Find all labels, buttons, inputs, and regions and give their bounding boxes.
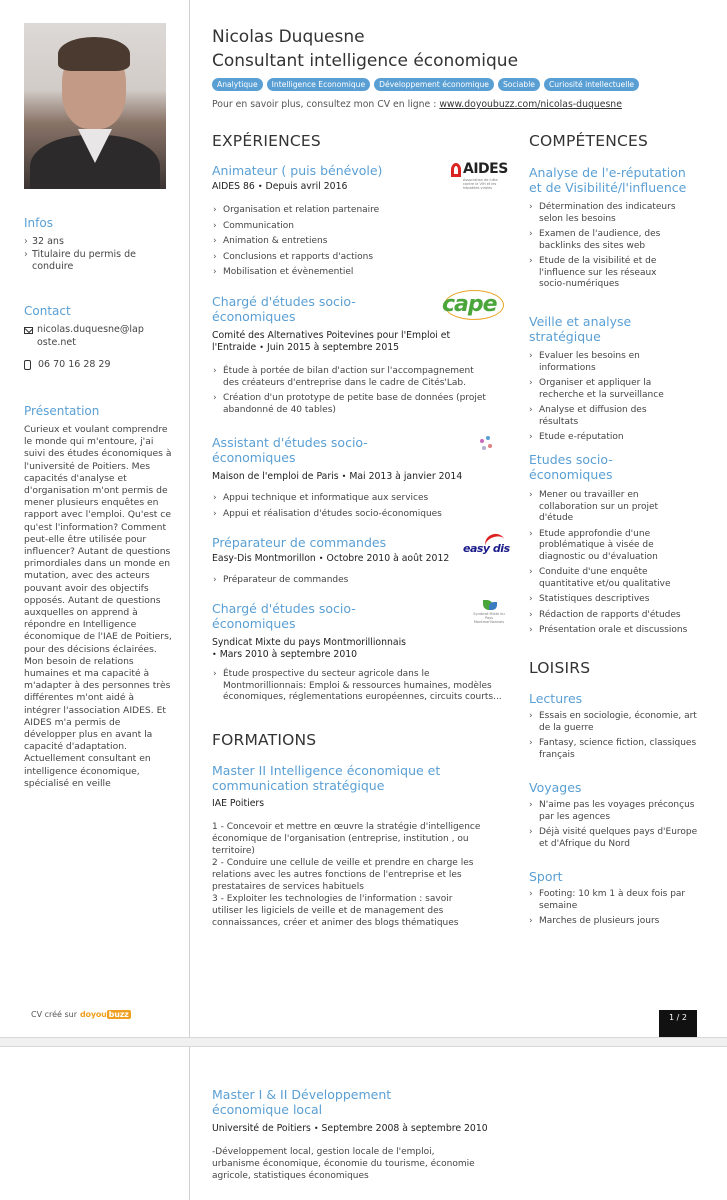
online-cv-link[interactable]: www.doyoubuzz.com/nicolas-duquesne — [439, 99, 622, 110]
cv-page-2 — [0, 1046, 727, 1200]
loisir-list: › Footing: 10 km 1 à deux fois par semaine › Marches de plusieurs jours — [529, 889, 699, 932]
competence-title: Veille et analyse stratégique — [529, 314, 632, 344]
loisirs-heading: LOISIRS — [529, 659, 591, 677]
job-meta: AIDES 86 • Depuis avril 2016 — [212, 181, 348, 192]
phone-icon — [24, 360, 31, 370]
competence-list: › Mener ou travailler en collaboration sur un projet d'étude › Etude approfondie d'une problématique à visée de diagnostic ou d'évaluation › Conduite d'une enquête quantitative et/ou qualitative › Statistiques descriptives › Rédaction de rapports d'études › Présentation orale et discussions — [529, 490, 689, 641]
tag: Développement économique — [374, 78, 494, 91]
info-age: › 32 ans — [24, 236, 174, 249]
infos-list — [24, 236, 174, 274]
job-meta: Easy-Dis Montmorillon • Octobre 2010 à août 2012 — [212, 553, 450, 564]
job-bullets: › Étude prospective du secteur agricole dans le Montmorillionnais: Emploi & ressources humaines, modèles économiques, réglementations européennes, circuits courts... — [212, 669, 502, 708]
maison-emploi-logo — [478, 435, 494, 453]
loisir-list: › Essais en sociologie, économie, art de la guerre › Fantasy, science fiction, classiques français — [529, 711, 699, 765]
experiences-heading: EXPÉRIENCES — [212, 132, 321, 150]
formation-org: IAE Poitiers — [212, 798, 265, 809]
job-bullets: › Préparateur de commandes — [212, 575, 492, 591]
page-indicator: 1 / 2 — [659, 1010, 697, 1038]
column-divider — [189, 0, 190, 1037]
doyoubuzz-logo[interactable]: doyou buzz — [80, 1010, 129, 1019]
tag: Sociable — [498, 78, 540, 91]
job-meta: Maison de l'emploi de Paris • Mai 2013 à janvier 2014 — [212, 471, 463, 482]
online-cv-line: Pour en savoir plus, consultez mon CV en ligne : www.doyoubuzz.com/nicolas-duquesne — [212, 99, 622, 110]
tag: Intelligence Economique — [267, 78, 371, 91]
loisir-title: Lectures — [529, 691, 583, 706]
easydis-logo: easy dis — [463, 534, 511, 560]
job-bullets: › Étude à portée de bilan d'action sur l'accompagnement des créateurs d'entreprise dans le cadre de Cités'Lab. › Création d'un prototype de petite base de données (projet abandonné de 40 tables) — [212, 366, 492, 420]
job-title: Chargé d'études socio-économiques — [212, 601, 356, 631]
competence-list: › Evaluer les besoins en informations › Organiser et appliquer la recherche et la surveillance › Analyse et diffusion des résultats › Etude e-réputation — [529, 351, 669, 448]
info-license: › Titulaire du permis de conduire — [24, 249, 174, 274]
tag: Analytique — [212, 78, 263, 91]
page-gap — [0, 1038, 727, 1046]
competences-heading: COMPÉTENCES — [529, 132, 649, 150]
formations-heading: FORMATIONS — [212, 731, 317, 749]
contact-email-row — [24, 324, 144, 349]
infos-heading: Infos — [24, 216, 53, 230]
pays-montmorillonnais-logo: Syndicat Mixte du Pays Montmorillonnais — [472, 598, 506, 624]
job-bullets: › Organisation et relation partenaire › Communication › Animation & entretiens › Conclusions et rapports d'actions › Mobilisation et évènementiel — [212, 205, 492, 283]
envelope-icon — [24, 327, 33, 334]
competence-list: › Détermination des indicateurs selon les besoins › Examen de l'audience, des backlinks des sites web › Etude de la visibilité et de l'influence sur les réseaux socio-numériques — [529, 202, 679, 295]
skill-tags — [212, 78, 639, 91]
presentation-heading: Présentation — [24, 404, 100, 418]
formation-desc: 1 - Concevoir et mettre en œuvre la stratégie d'intelligence économique de l'organisation (entreprise, institution , ou territoire) 2 - Conduire une cellule de veille et prendre en charge les relations avec les autres fonctions de l'entreprise et les prestataires de services habituels 3 - Exploiter les technologies de l'information : savoir utiliser les ligiciels de veille et de management des connaissances, créer et animer des blogs thématiques — [212, 822, 481, 928]
person-name: Nicolas Duquesne — [212, 27, 365, 47]
loisir-title: Voyages — [529, 780, 582, 795]
competence-title: Analyse de l'e-réputation et de Visibilité/l'influence — [529, 165, 687, 195]
footer-prefix: CV créé sur — [31, 1010, 78, 1019]
column-divider — [189, 1047, 190, 1200]
job-meta: Syndicat Mixte du pays Montmorillionnais • Mars 2010 à septembre 2010 — [212, 637, 407, 660]
job-title: Chargé d'études socio-économiques — [212, 294, 356, 324]
cv-footer — [31, 1010, 131, 1019]
job-title: Animateur ( puis bénévole) — [212, 163, 383, 178]
presentation-text: Curieux et voulant comprendre le monde qui m'entoure, j'ai suivi des études économiques à l'université de Poitiers. Mes capacités d'analyse et d'organisation m'ont permis de mener plusieurs enquêtes en rapport avec l'emploi. Qu'est ce qu'est l'information? Comment peut-elle être utilisée pour influencer? Autant de questions primordiales dans un monde en mutation, avec des acteurs pouvant avoir des objectifs opposés. Autant de questions auxquelles on apprend à répondre en Intelligence économique de l'IAE de Poitiers, pour des décisions éclairées. Mon besoin de relations humaines et ma capacité à m'adapter à des personnes très différentes m'ont aidé à intégrer l'association AIDES. Et AIDES m'a permis de développer plus en avant la capacité d'adaptation. Actuellement consultant en intelligence économique, spécialisé en veille — [24, 424, 172, 789]
tag: Curiosité intellectuelle — [544, 78, 639, 91]
formation-title: Master II Intelligence économique et communication stratégique — [212, 763, 441, 793]
job-meta: Comité des Alternatives Poitevines pour l'Emploi et l'Entraide • Juin 2015 à septembre 2015 — [212, 330, 451, 353]
formation-desc: -Développement local, gestion locale de l'emploi, urbanisme économique, économie du tourisme, économie agricole, statistiques économiques — [212, 1147, 475, 1181]
loisir-list: › N'aime pas les voyages préconçus par les agences › Déjà visité quelques pays d'Europe et d'Afrique du Nord — [529, 800, 699, 854]
competence-title: Etudes socio-économiques — [529, 452, 613, 482]
contact-phone-row — [24, 359, 111, 372]
loisir-title: Sport — [529, 869, 563, 884]
job-title: Préparateur de commandes — [212, 535, 387, 550]
profile-photo — [24, 23, 166, 189]
job-title: Assistant d'études socio-économiques — [212, 435, 368, 465]
job-bullets: › Appui technique et informatique aux services › Appui et réalisation d'études socio-économiques — [212, 493, 492, 524]
contact-email[interactable]: nicolas.duquesne@laposte.net — [37, 324, 144, 348]
contact-phone[interactable]: 06 70 16 28 29 — [38, 359, 111, 370]
aides-logo: AIDES Association de lutte contre le VIH et les hépatites virales — [449, 161, 506, 187]
contact-heading: Contact — [24, 304, 71, 318]
person-title: Consultant intelligence économique — [212, 51, 519, 71]
formation-title: Master I & II Développement économique local — [212, 1087, 392, 1117]
formation-meta: Université de Poitiers • Septembre 2008 à septembre 2010 — [212, 1123, 488, 1134]
cape-logo: cape — [442, 290, 508, 322]
